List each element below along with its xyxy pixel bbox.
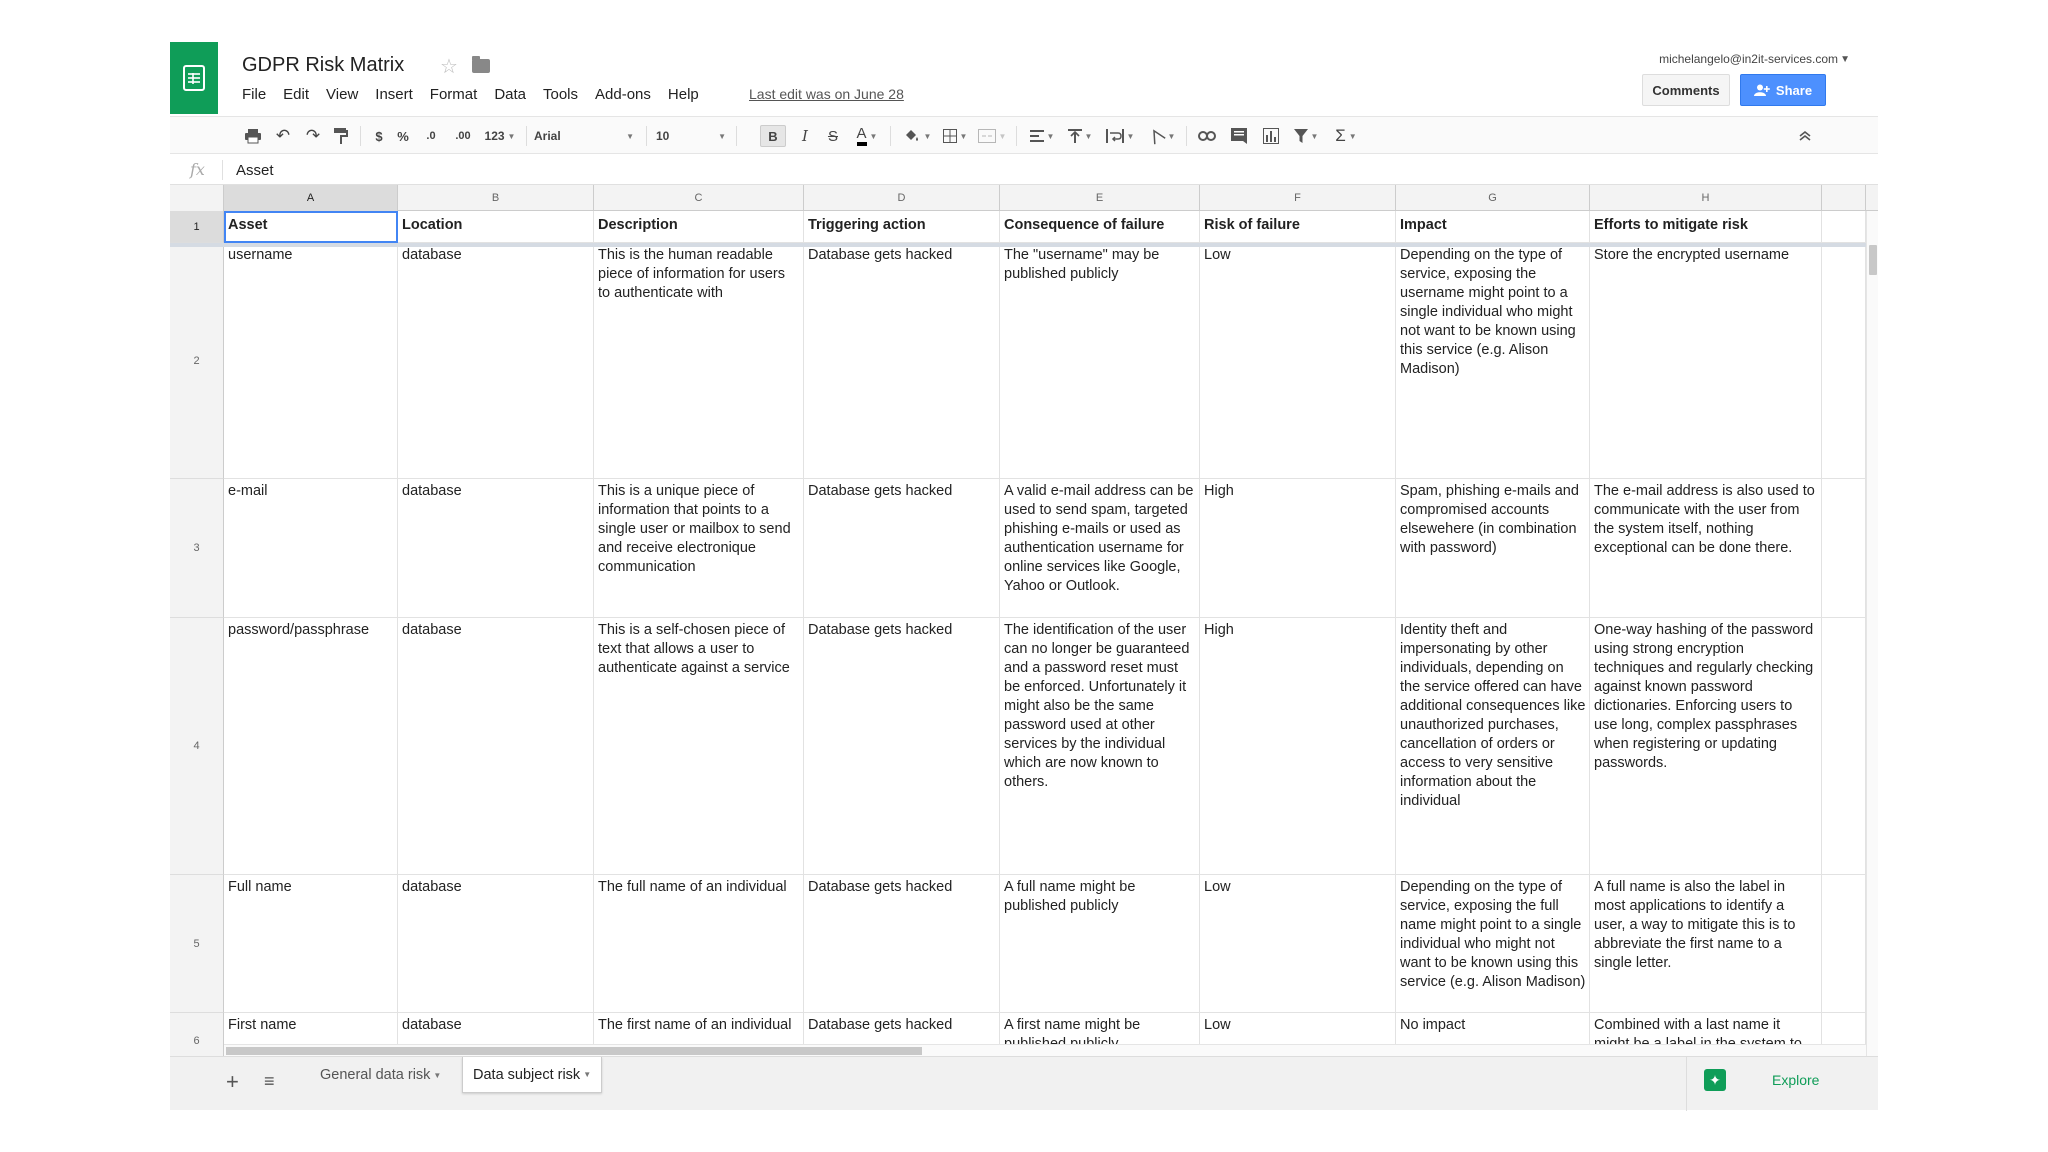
sheets-logo-icon[interactable]: [170, 42, 218, 114]
chevron-down-icon: ▼: [1348, 131, 1357, 141]
column-header-g[interactable]: G: [1396, 185, 1590, 211]
vertical-scrollbar[interactable]: [1866, 211, 1878, 1056]
row-header[interactable]: 5: [170, 875, 224, 1013]
column-header-b[interactable]: B: [398, 185, 594, 211]
chevron-down-icon: ▼: [869, 131, 878, 141]
spreadsheet-grid: [170, 185, 1878, 1056]
header-cell[interactable]: Consequence of failure: [1000, 211, 1200, 243]
all-sheets-menu-icon[interactable]: ≡: [264, 1071, 275, 1091]
table-cell[interactable]: No impact: [1396, 1013, 1590, 1070]
table-cell[interactable]: The identification of the user can no longer be guaranteed and a password reset must be enforced. Unfortunately it might also be the same password used at other services by the individual which are now known to others.: [1000, 618, 1200, 875]
user-account[interactable]: michelangelo@in2it-services.com: [1659, 52, 1838, 66]
header-cell[interactable]: Risk of failure: [1200, 211, 1396, 243]
menu-view[interactable]: View: [326, 86, 359, 103]
column-header-c[interactable]: C: [594, 185, 804, 211]
document-title[interactable]: GDPR Risk Matrix: [242, 54, 405, 76]
explore-icon[interactable]: ✦: [1704, 1069, 1726, 1091]
filter-icon[interactable]: [1290, 125, 1322, 147]
text-color-letter: A: [857, 126, 867, 146]
horizontal-scrollbar[interactable]: [224, 1044, 1866, 1056]
table-cell[interactable]: Depending on the type of service, exposing the username might point to a single individual who might not want to be known using this service (e.g. Alison Madison): [1396, 243, 1590, 479]
text-color-button[interactable]: [850, 125, 884, 147]
table-cell[interactable]: The "username" may be published publicly: [1000, 243, 1200, 479]
paint-format-icon[interactable]: [330, 125, 352, 147]
table-cell[interactable]: Database gets hacked: [804, 479, 1000, 618]
menu-help[interactable]: Help: [667, 86, 699, 103]
menu-tools[interactable]: Tools: [543, 86, 579, 103]
column-header-d[interactable]: D: [804, 185, 1000, 211]
table-cell[interactable]: Low: [1200, 243, 1396, 479]
more-formats-dropdown[interactable]: [482, 125, 518, 147]
row-header[interactable]: 1: [170, 211, 224, 243]
share-label: Share: [1775, 82, 1813, 98]
column-header-e[interactable]: E: [1000, 185, 1200, 211]
column-headers: [170, 185, 1878, 211]
text-wrap-icon[interactable]: [1102, 125, 1138, 147]
header-cell[interactable]: Location: [398, 211, 594, 243]
header-cell[interactable]: Efforts to mitigate risk: [1590, 211, 1822, 243]
table-cell[interactable]: A valid e-mail address can be used to send spam, targeted phishing e-mails or used as authentication username for online services like Google, Yahoo or Outlook.: [1000, 479, 1200, 618]
fx-icon: fx: [190, 160, 205, 179]
sigma-icon: Σ: [1335, 126, 1346, 145]
table-cell[interactable]: [1822, 875, 1866, 1013]
italic-button[interactable]: I: [802, 127, 808, 145]
table-cell[interactable]: Database gets hacked: [804, 243, 1000, 479]
account-dropdown-icon[interactable]: ▼: [1840, 54, 1850, 65]
menu-insert[interactable]: Insert: [375, 86, 413, 103]
insert-link-icon[interactable]: [1194, 125, 1220, 147]
sheet-tab-data-subject-risk[interactable]: [462, 1057, 602, 1093]
add-sheet-icon[interactable]: +: [226, 1069, 239, 1094]
sheet-tab-label: Data subject risk: [473, 1066, 581, 1083]
table-cell[interactable]: Database gets hacked: [804, 1013, 1000, 1070]
chevron-down-icon: ▼: [1126, 131, 1135, 141]
table-cell[interactable]: A full name might be published publicly: [1000, 875, 1200, 1013]
header-cell[interactable]: Asset: [224, 211, 398, 243]
functions-button[interactable]: [1330, 125, 1362, 147]
column-header-h[interactable]: H: [1590, 185, 1822, 211]
sheet-tab-bar: [170, 1056, 1878, 1110]
chevron-down-icon[interactable]: ▼: [433, 1070, 442, 1080]
table-cell[interactable]: [1822, 243, 1866, 479]
table-cell[interactable]: database: [398, 243, 594, 479]
column-header-f[interactable]: F: [1200, 185, 1396, 211]
font-size-value: 10: [656, 129, 670, 143]
chevron-down-icon: ▼: [718, 131, 726, 141]
menu-file[interactable]: File: [242, 86, 267, 103]
table-cell[interactable]: username: [224, 243, 398, 479]
table-cell[interactable]: Identity theft and impersonating by other individuals, depending on the service offered can have additional consequences like unauthorized purchases, cancellation of orders or access to very sensitive information about the individual: [1396, 618, 1590, 875]
spreadsheet-app: [170, 42, 1878, 1110]
horizontal-scroll-thumb[interactable]: [226, 1047, 922, 1055]
table-cell[interactable]: High: [1200, 479, 1396, 618]
fill-color-icon[interactable]: [902, 125, 932, 147]
table-cell[interactable]: One-way hashing of the password using strong encryption techniques and regularly checking against known password dictionaries. Enforcing users to use long, complex passphrases when registering or updating passwords.: [1590, 618, 1822, 875]
row-header[interactable]: 4: [170, 618, 224, 875]
table-cell[interactable]: e-mail: [224, 479, 398, 618]
table-cell[interactable]: Spam, phishing e-mails and compromised accounts elsewehere (in combination with password): [1396, 479, 1590, 618]
table-cell[interactable]: Low: [1200, 875, 1396, 1013]
table-cell[interactable]: Depending on the type of service, exposing the full name might point to a single individual who might not want to be known using this service (e.g. Alison Madison): [1396, 875, 1590, 1013]
folder-icon[interactable]: [472, 59, 490, 73]
strikethrough-button[interactable]: S: [827, 127, 838, 145]
row-header[interactable]: 6: [170, 1013, 224, 1070]
header-cell[interactable]: Triggering action: [804, 211, 1000, 243]
table-cell[interactable]: database: [398, 479, 594, 618]
star-icon[interactable]: ☆: [440, 56, 458, 78]
merge-cells-icon[interactable]: [976, 125, 1008, 147]
menu-addons[interactable]: Add-ons: [595, 86, 651, 103]
font-family-value: Arial: [534, 129, 561, 143]
table-cell[interactable]: [1822, 211, 1866, 243]
table-cell[interactable]: database: [398, 618, 594, 875]
text-rotation-icon[interactable]: [1146, 125, 1178, 147]
sheet-tab-label: General data risk: [320, 1067, 431, 1083]
table-cell[interactable]: [1822, 479, 1866, 618]
row-header[interactable]: 3: [170, 479, 224, 618]
menu-format[interactable]: Format: [429, 86, 478, 103]
table-cell[interactable]: The first name of an individual: [594, 1013, 804, 1070]
header-cell[interactable]: Description: [594, 211, 804, 243]
collapse-toolbar-icon[interactable]: [1794, 125, 1816, 147]
person-add-icon: [1754, 84, 1770, 96]
formula-input[interactable]: Asset: [236, 162, 274, 179]
sheet-tab-general-data-risk[interactable]: [310, 1057, 451, 1093]
table-cell[interactable]: This is the human readable piece of information for users to authenticate with: [594, 243, 804, 479]
table-cell[interactable]: Store the encrypted username: [1590, 243, 1822, 479]
menu-data[interactable]: Data: [494, 86, 526, 103]
formula-bar: [170, 155, 1878, 185]
chevron-down-icon: ▼: [1167, 131, 1176, 141]
chevron-down-icon: ▼: [507, 131, 516, 141]
toolbar: [170, 116, 1878, 154]
table-cell[interactable]: High: [1200, 618, 1396, 875]
chevron-down-icon: ▼: [1084, 131, 1093, 141]
table-cell[interactable]: The full name of an individual: [594, 875, 804, 1013]
frozen-row-divider[interactable]: [170, 243, 1866, 247]
chevron-down-icon: ▼: [959, 131, 968, 141]
currency-format-button[interactable]: $: [375, 128, 383, 144]
last-edit-link[interactable]: Last edit was on June 28: [749, 86, 904, 102]
borders-icon[interactable]: [940, 125, 970, 147]
percent-format-button[interactable]: %: [397, 128, 409, 144]
table-cell[interactable]: Database gets hacked: [804, 875, 1000, 1013]
column-header-blank[interactable]: [1822, 185, 1866, 211]
insert-chart-icon[interactable]: [1258, 125, 1284, 147]
row-header[interactable]: 2: [170, 243, 224, 479]
align-left-icon[interactable]: [1026, 125, 1058, 147]
chevron-down-icon: ▼: [1046, 131, 1055, 141]
redo-icon[interactable]: ↷: [305, 126, 321, 145]
table-cell[interactable]: Low: [1200, 1013, 1396, 1070]
explore-button[interactable]: Explore: [1772, 1072, 1820, 1088]
decrease-decimal-button[interactable]: .0: [426, 130, 436, 142]
header-cell[interactable]: Impact: [1396, 211, 1590, 243]
comments-button[interactable]: Comments: [1642, 74, 1730, 106]
share-button[interactable]: [1740, 74, 1826, 106]
table-cell[interactable]: Database gets hacked: [804, 618, 1000, 875]
increase-decimal-button[interactable]: .00: [455, 130, 471, 142]
chevron-down-icon: ▼: [923, 131, 932, 141]
table-cell[interactable]: A first name might be: [1000, 1013, 1200, 1070]
table-cell[interactable]: Combined with a last name it: [1590, 1013, 1822, 1070]
vertical-scroll-thumb[interactable]: [1869, 245, 1877, 275]
insert-comment-icon[interactable]: [1226, 125, 1252, 147]
menu-bar: [242, 86, 716, 103]
undo-icon[interactable]: ↶: [275, 126, 291, 145]
table-cell[interactable]: This is a unique piece of information that points to a single user or mailbox to send and receive electronique communication: [594, 479, 804, 618]
print-icon[interactable]: [242, 125, 264, 147]
chevron-down-icon: ▼: [626, 131, 634, 141]
bold-button[interactable]: B: [760, 125, 786, 147]
table-cell[interactable]: database: [398, 875, 594, 1013]
menu-edit[interactable]: Edit: [283, 86, 310, 103]
table-cell[interactable]: This is a self-chosen piece of text that allows a user to authenticate against a service: [594, 618, 804, 875]
select-all-corner[interactable]: [170, 185, 224, 211]
table-cell[interactable]: First name: [224, 1013, 398, 1070]
font-family-dropdown[interactable]: [534, 125, 634, 147]
vertical-align-icon[interactable]: [1064, 125, 1096, 147]
font-size-dropdown[interactable]: [656, 125, 726, 147]
table-cell[interactable]: A full name is also the label in most applications to identify a user, a way to mitigate this is to abbreviate the first name to a single letter.: [1590, 875, 1822, 1013]
table-cell[interactable]: database: [398, 1013, 594, 1070]
table-cell[interactable]: The e-mail address is also used to communicate with the user from the system itself, nothing exceptional can be done there.: [1590, 479, 1822, 618]
table-cell[interactable]: Full name: [224, 875, 398, 1013]
column-header-a[interactable]: A: [224, 185, 398, 211]
table-cell[interactable]: password/passphrase: [224, 618, 398, 875]
more-formats-label: 123: [484, 129, 505, 143]
chevron-down-icon[interactable]: ▼: [583, 1070, 592, 1079]
chevron-down-icon: ▼: [1310, 131, 1319, 141]
chevron-down-icon: ▼: [998, 131, 1007, 141]
table-cell[interactable]: [1822, 618, 1866, 875]
